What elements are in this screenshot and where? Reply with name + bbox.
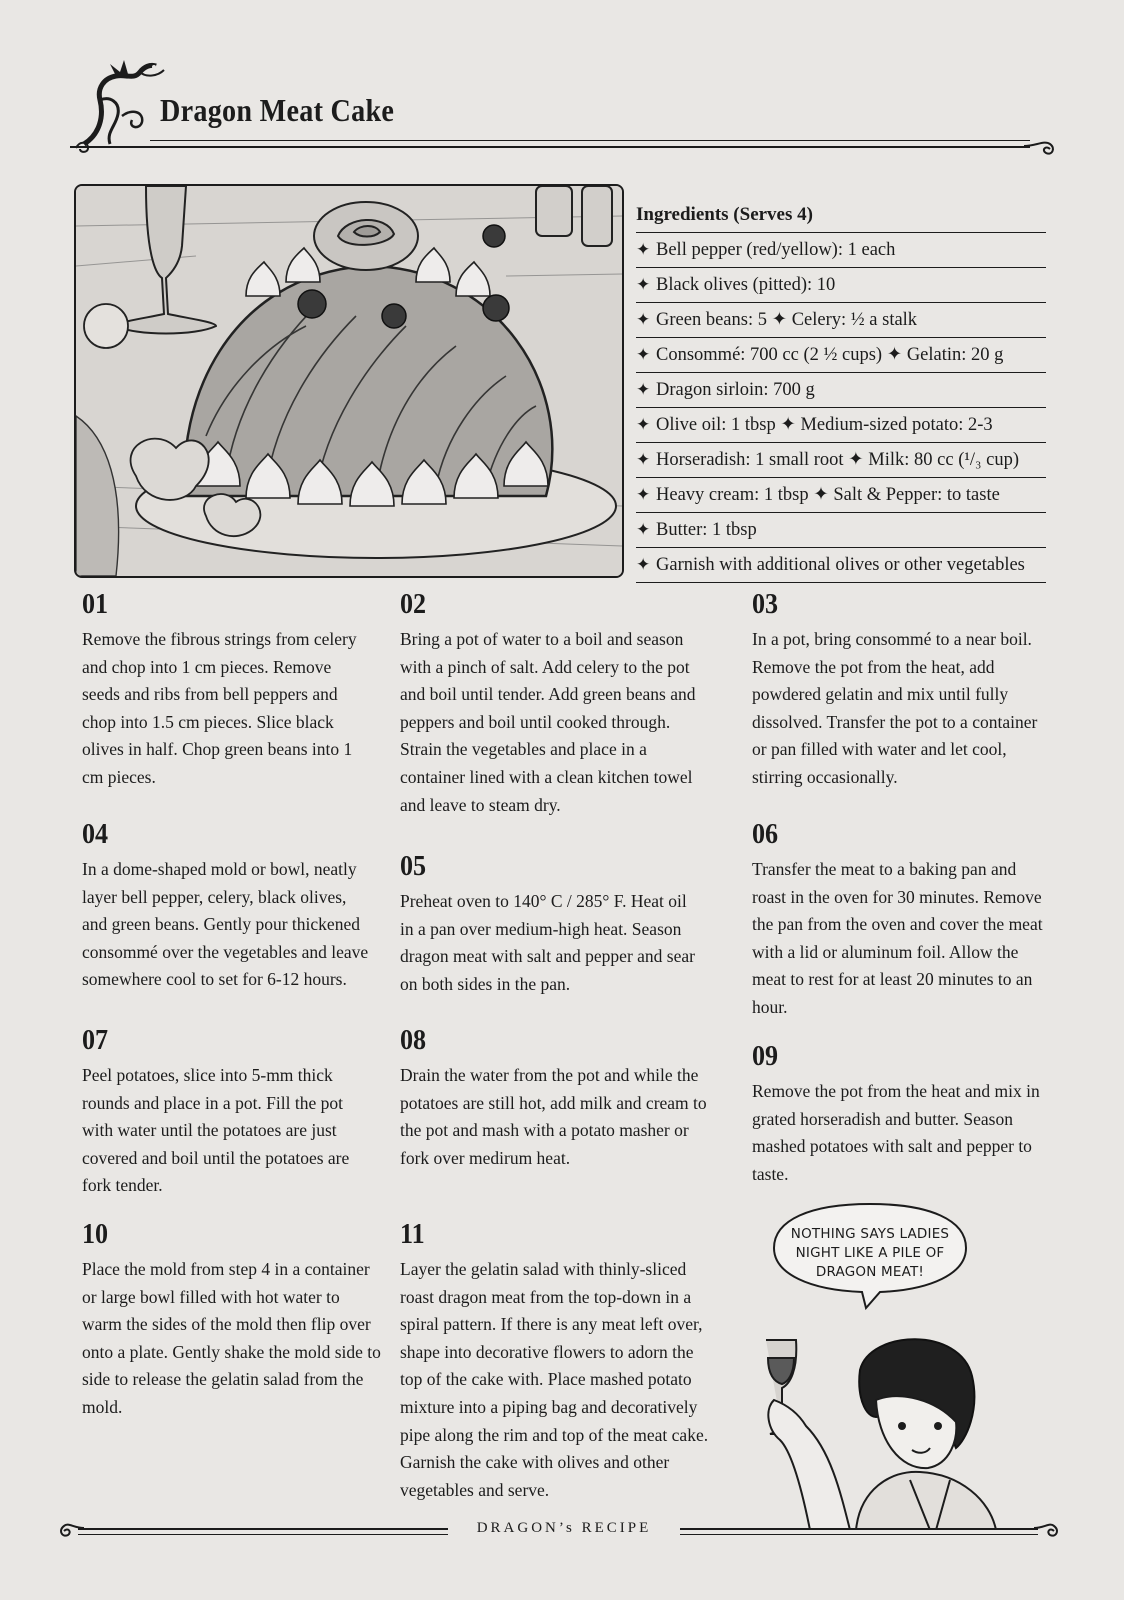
step-10 [82,1218,382,1422]
step-05 [400,850,700,998]
four-point-star-icon: ✦ [636,380,651,399]
four-point-star-icon: ✦ [636,240,651,259]
meat-cake-illustration [74,184,624,578]
four-point-star-icon: ✦ [636,520,651,539]
step-number: 03 [752,588,779,620]
step-text: Drain the water from the pot and while the potatoes are still hot, add milk and cream to the pot and mash with a potato masher or fork over medirum heat. [400,1065,707,1168]
step-text: In a dome-shaped mold or bowl, neatly layer bell pepper, celery, black olives, and green beans. Gently pour thickened consommé over the vegetables and leave somewhere cool to set for 6-12 hours. [82,859,369,990]
four-point-star-icon: ✦ [636,345,651,364]
step-text: Layer the gelatin salad with thinly-sliced roast dragon meat from the top-down in a spiral pattern. If there is any meat left over, shape into decorative flowers to adorn the top of the cake with. Place mashed potato mixture into a piping bag and decoratively pipe along the rim and top of the meat cake. Garnish the cake with olives and other vegetables and serve. [400,1259,709,1500]
step-text: Remove the fibrous strings from celery and chop into 1 cm pieces. Remove seeds and ribs from bell peppers and chop into 1.5 cm pieces. Slice black olives in half. Chop green beans into 1 cm pieces. [82,629,357,787]
ingredient-line: ✦ Garnish with additional olives or other vegetables [636,548,1046,583]
header-scroll-icon [1022,136,1058,158]
step-text: Bring a pot of water to a boil and season with a pinch of salt. Add celery to the pot and boil until tender. Add green beans and peppers and boil until cooked through. Strain the vegetables and place in a container lined with a clean kitchen towel and leave to steam dry. [400,629,696,815]
step-08 [400,1024,716,1172]
four-point-star-icon: ✦ [636,555,651,574]
character-with-wine-glass [760,1330,1000,1530]
step-number: 02 [400,588,427,620]
ingredient-line: ✦ Butter: 1 tbsp [636,513,1046,548]
ingredient-line: ✦ Black olives (pitted): 10 [636,268,1046,303]
step-text: Remove the pot from the heat and mix in grated horseradish and butter. Season mashed potatoes with salt and pepper to taste. [752,1081,1040,1184]
four-point-star-icon: ✦ [636,275,651,294]
ingredient-line: ✦ Horseradish: 1 small root ✦ Milk: 80 cc (¹/₃ cup) [636,443,1046,478]
step-06 [752,818,1052,1022]
four-point-star-icon: ✦ [636,450,651,469]
speech-bubble-text: NOTHING SAYS LADIES NIGHT LIKE A PILE OF DRAGON MEAT! [790,1226,950,1280]
step-text: Preheat oven to 140° C / 285° F. Heat oil in a pan over medium-high heat. Season dragon meat with salt and pepper and sear on both sides in the pan. [400,891,695,994]
header-divider-thin [150,140,1030,141]
step-text: In a pot, bring consommé to a near boil. Remove the pot from the heat, add powdered gelatin and mix until fully dissolved. Transfer the pot to a container or pan filled with water and let cool, stirring occasionally. [752,629,1038,787]
step-number: 11 [400,1218,425,1250]
step-text: Place the mold from step 4 in a container or large bowl filled with hot water to warm the sides of the mold then flip over onto a plate. Gently shake the mold side to side to release the gelatin salad from the mold. [82,1259,381,1417]
ingredients-heading: Ingredients (Serves 4) [636,198,1046,233]
step-number: 09 [752,1040,779,1072]
four-point-star-icon: ✦ [636,485,651,504]
step-07 [82,1024,372,1200]
page-title: Dragon Meat Cake [160,92,395,128]
footer-scroll-left-icon [56,1518,86,1540]
step-number: 01 [82,588,109,620]
meat-cake-drawing [76,186,622,576]
footer-scroll-right-icon [1032,1518,1062,1540]
ingredient-line: ✦ Consommé: 700 cc (2 ½ cups) ✦ Gelatin: 20 g [636,338,1046,373]
step-number: 08 [400,1024,427,1056]
step-number: 06 [752,818,779,850]
step-text: Peel potatoes, slice into 5-mm thick rounds and place in a pot. Fill the pot with water until the potatoes are just covered and boil until the potatoes are fork tender. [82,1065,350,1196]
footer-label: DRAGON’s RECIPE [448,1520,680,1537]
step-01 [82,588,372,792]
four-point-star-icon: ✦ [636,310,651,329]
ingredient-line: ✦ Green beans: 5 ✦ Celery: ½ a stalk [636,303,1046,338]
step-number: 04 [82,818,109,850]
step-02 [400,588,712,819]
step-09 [752,1040,1052,1188]
ingredient-line: ✦ Heavy cream: 1 tbsp ✦ Salt & Pepper: to taste [636,478,1046,513]
ingredient-line: ✦ Bell pepper (red/yellow): 1 each [636,233,1046,268]
step-11 [400,1218,720,1504]
step-number: 07 [82,1024,109,1056]
ingredients-list [636,198,1046,583]
step-04 [82,818,372,994]
ingredient-line: ✦ Dragon sirloin: 700 g [636,373,1046,408]
ingredient-line: ✦ Olive oil: 1 tbsp ✦ Medium-sized potato: 2-3 [636,408,1046,443]
step-number: 05 [400,850,427,882]
step-number: 10 [82,1218,109,1250]
step-text: Transfer the meat to a baking pan and roast in the oven for 30 minutes. Remove the pan from the oven and cover the meat with a lid or aluminum foil. Allow the meat to rest for at least 20 minutes to an hour. [752,859,1043,1017]
header-divider [70,146,1030,148]
four-point-star-icon: ✦ [636,415,651,434]
step-03 [752,588,1052,792]
